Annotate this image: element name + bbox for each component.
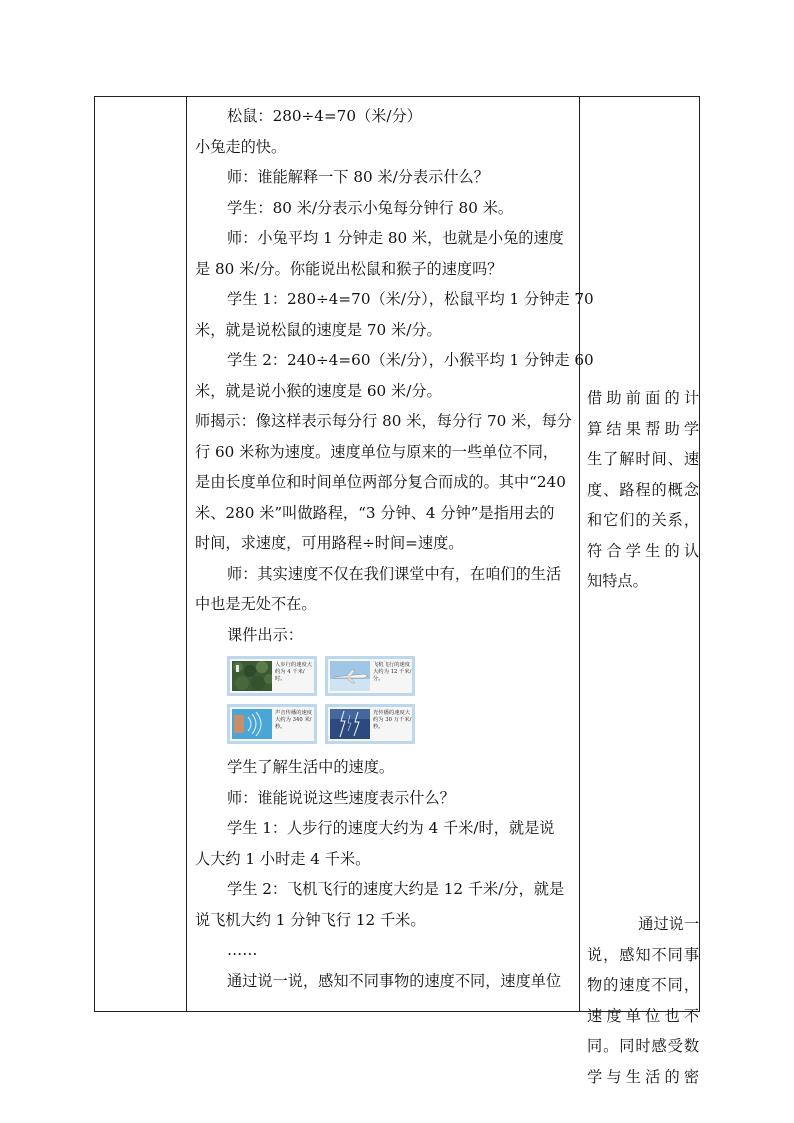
teaching-process-cell (195, 101, 594, 996)
design-note-2 (587, 909, 699, 1092)
text-line: 松鼠：280÷4=70（米/分） (227, 107, 422, 125)
note-line: 学与生活的密 (587, 1067, 699, 1086)
text-line: 课件出示： (227, 625, 303, 644)
card-caption: 声音传播的速度大约为 340 米/秒。 (275, 710, 313, 731)
sound-wave-photo (232, 709, 272, 739)
text-line: 师：小兔平均 1 分钟走 80 米，也就是小兔的速度 (227, 229, 564, 247)
note-line: 生了解时间、速 (587, 450, 699, 468)
note-line: 度、路程的概念 (587, 480, 699, 499)
note-line: 说，感知不同事 (587, 945, 699, 964)
text-line: 通过说一说，感知不同事物的速度不同，速度单位 (227, 971, 562, 990)
text-line: 米、280 米”叫做路程，“3 分钟、4 分钟”是指用去的 (195, 503, 555, 522)
text-line: 人大约 1 小时走 4 千米。 (195, 849, 371, 868)
text-line: 米，就是说松鼠的速度是 70 米/分。 (195, 320, 442, 339)
text-line: 学生 1：人步行的速度大约为 4 千米/时，就是说 (227, 819, 555, 837)
text-line: 学生：80 米/分表示小兔每分钟行 80 米。 (227, 198, 514, 217)
text-line: 学生 2：飞机飞行的速度大约是 12 千米/分，就是 (227, 880, 565, 898)
text-line: 师：其实速度不仅在我们课堂中有，在咱们的生活 (227, 564, 562, 583)
text-line: 小兔走的快。 (195, 137, 287, 156)
lightning-photo (330, 709, 370, 739)
card-caption: 飞机飞行的速度大约为 12 千米/分。 (373, 662, 412, 683)
text-line: 学生 2：240÷4=60（米/分），小猴平均 1 分钟走 60 (227, 351, 594, 369)
text-line: 学生了解生活中的速度。 (227, 758, 395, 776)
plane-speed-card (325, 656, 415, 696)
text-line: 是由长度单位和时间单位两部分复合而成的。其中“240 (195, 473, 566, 491)
text-line: 师：谁能说说这些速度表示什么？ (227, 788, 455, 807)
text-line: 学生 1：280÷4=70（米/分），松鼠平均 1 分钟走 70 (227, 290, 594, 308)
card-caption: 光传播的速度大约为 30 万千米/秒。 (373, 710, 412, 731)
note-line: 算结果帮助学 (587, 419, 699, 438)
card-caption: 人步行的速度大约为 4 千米/时。 (275, 662, 313, 683)
text-line: 时间，求速度，可用路程÷时间=速度。 (195, 534, 464, 552)
light-speed-card (325, 704, 415, 744)
note-line: 符合学生的认 (587, 541, 699, 560)
note-line: 知特点。 (587, 572, 648, 590)
note-line: 同。同时感受数 (587, 1037, 699, 1055)
design-note-1 (587, 383, 699, 597)
text-line: …… (227, 941, 258, 959)
courseware-figure (227, 656, 419, 746)
sound-speed-card (227, 704, 317, 744)
text-line: 行 60 米称为速度。速度单位与原来的一些单位不同， (195, 442, 559, 461)
column-divider-right (579, 97, 580, 1011)
note-line: 通过说一 (638, 915, 699, 933)
text-line: 师揭示：像这样表示每分行 80 米，每分行 70 米，每分 (195, 412, 572, 430)
text-line: 是 80 米/分。你能说出松鼠和猴子的速度吗？ (195, 259, 503, 278)
airplane-photo (330, 661, 370, 691)
note-line: 速度单位也不 (587, 1006, 699, 1025)
text-line: 说飞机大约 1 分钟飞行 12 千米。 (195, 910, 426, 929)
walking-speed-card (227, 656, 317, 696)
text-line: 中也是无处不在。 (195, 595, 317, 613)
note-line: 借助前面的计 (587, 389, 699, 407)
column-divider-left (186, 97, 187, 1011)
lesson-table (94, 96, 700, 1086)
note-line: 和它们的关系， (587, 511, 699, 529)
text-line: 米，就是说小猴的速度是 60 米/分。 (195, 381, 442, 400)
grass-photo (232, 661, 272, 691)
text-line: 师：谁能解释一下 80 米/分表示什么？ (227, 168, 489, 186)
note-line: 物的速度不同， (587, 976, 699, 994)
